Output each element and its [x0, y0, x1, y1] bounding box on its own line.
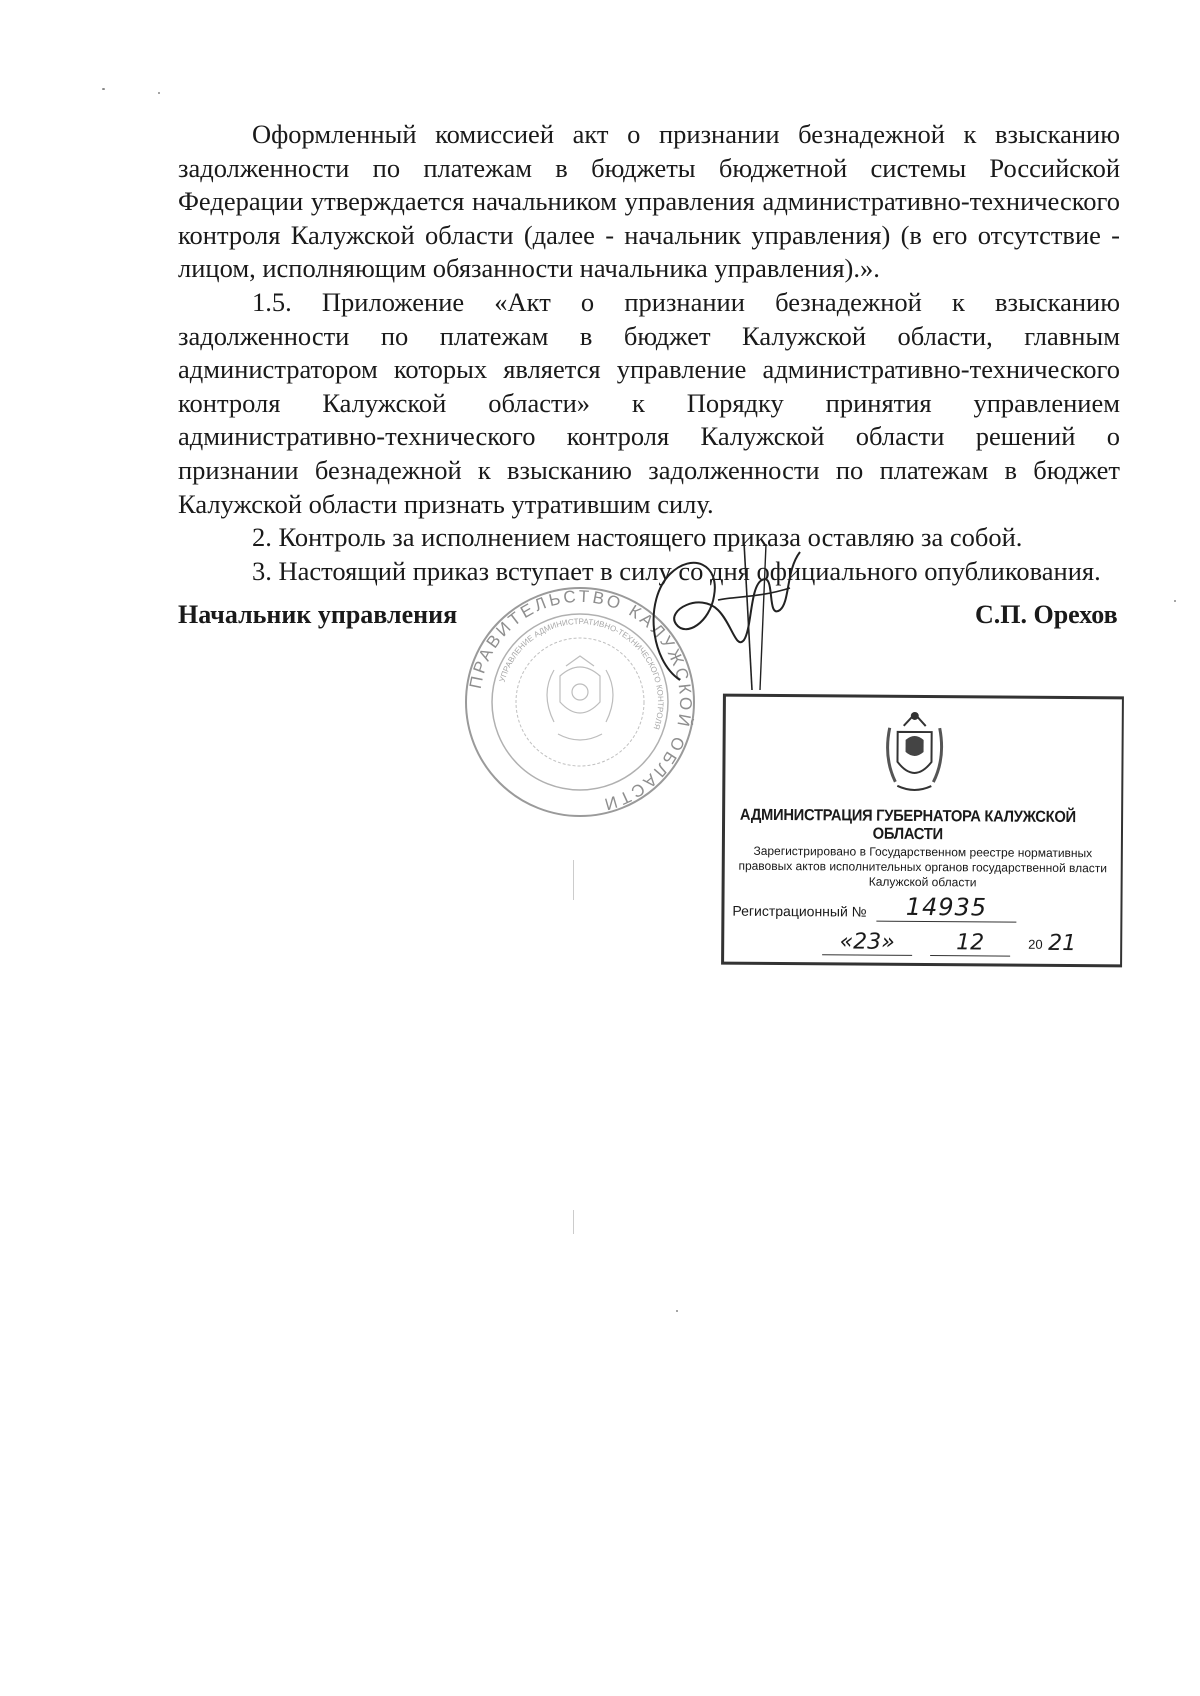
scan-speck — [1174, 600, 1176, 602]
seal-emblem-icon — [547, 656, 613, 740]
paragraph-act-approval: Оформленный комиссией акт о признании безнадежной к взысканию задолженности по платежам в бюджеты бюджетной системы Российской Федерации утверждается начальником управления административно-технического контроля Калужской области (далее - начальник управления) (в его отсутствие - лицом, исполняющим обязанности начальника управления).». — [178, 119, 1120, 284]
coat-of-arms-icon — [883, 706, 946, 796]
scan-speck — [158, 92, 160, 94]
registration-number-value: 14935 — [876, 893, 1016, 923]
registration-organization: АДМИНИСТРАЦИЯ ГУБЕРНАТОРА КАЛУЖСКОЙ ОБЛАСТИ — [739, 806, 1076, 844]
registration-stamp — [721, 694, 1124, 968]
seal-inner-text: УПРАВЛЕНИЕ АДМИНИСТРАТИВНО-ТЕХНИЧЕСКОГО КОНТРОЛЯ — [497, 616, 666, 731]
document-body — [178, 118, 1120, 588]
paragraph-item-3: 3. Настоящий приказ вступает в силу со дня официального опубликования. — [252, 555, 1101, 586]
signature-name: С.П. Орехов — [975, 600, 1118, 629]
registration-date-month: 12 — [930, 930, 1010, 957]
registration-date-year-suffix: 21 — [1048, 930, 1077, 957]
seal-outer-text: ПРАВИТЕЛЬСТВО КАЛУЖСКОЙ ОБЛАСТИ — [465, 586, 696, 815]
registration-date — [822, 929, 1112, 961]
scan-speck — [102, 88, 105, 90]
signature-title: Начальник управления — [178, 600, 458, 629]
registration-note: Зарегистрировано в Государственном реестре нормативных правовых актов исполнительных органов государственной власти Калужской области — [738, 843, 1108, 890]
paragraph-item-1-5: 1.5. Приложение «Акт о признании безнадежной к взысканию задолженности по платежам в бюджет Калужской области, главным администратором которых является управление административно-технического контроля Калужской области» к Порядку принятия управлением административно-технического контроля Калужской области решений о признании безнадежной к взысканию задолженности по платежам в бюджет Калужской области признать утратившим силу. — [178, 286, 1120, 519]
scan-speck — [676, 1310, 678, 1312]
handwritten-signature — [640, 540, 820, 700]
registration-date-year-prefix: 20 — [1028, 936, 1043, 952]
registration-number-label: Регистрационный № — [732, 902, 867, 920]
paragraph-item-2: 2. Контроль за исполнением настоящего приказа оставляю за собой. — [252, 522, 1023, 553]
scan-fold-line — [573, 860, 574, 900]
registration-date-day: «23» — [822, 929, 912, 956]
scan-fold-line — [573, 1210, 574, 1234]
